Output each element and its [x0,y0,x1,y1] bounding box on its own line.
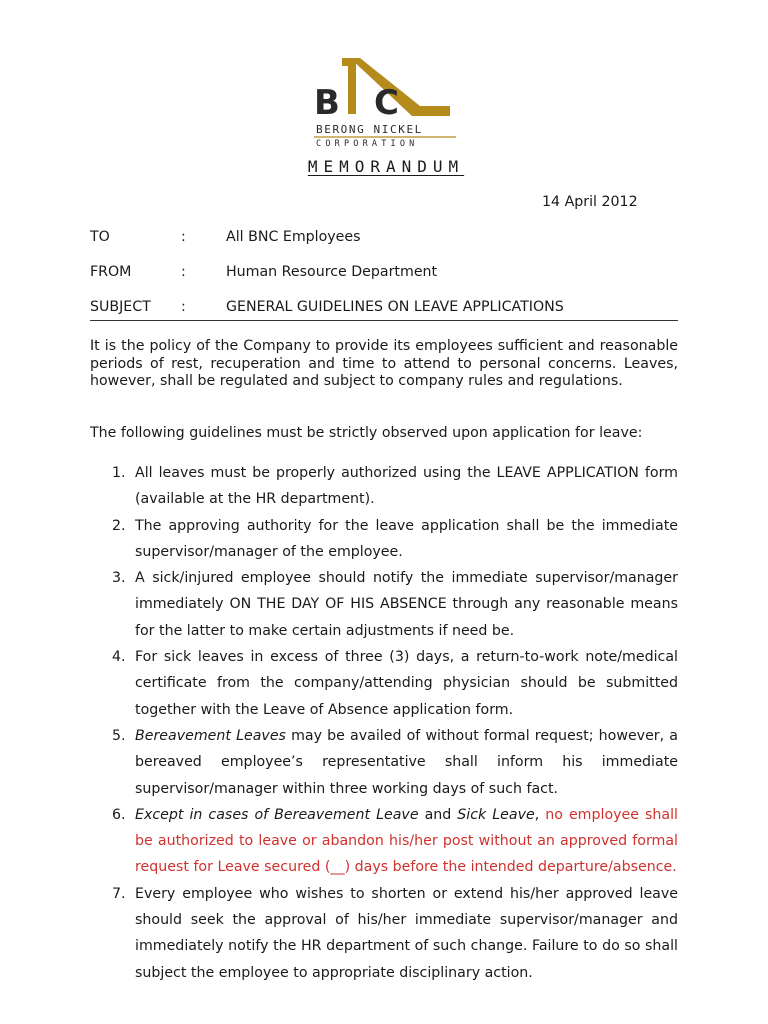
logo-company-line1: BERONG NICKEL [316,123,423,136]
bnc-logo-graphic [312,54,462,150]
item-text: , [534,806,546,823]
to-label: TO [90,229,110,245]
from-value: Human Resource Department [226,264,438,280]
item-emphasis: Bereavement Leaves [135,727,286,744]
item-text: may be availed of without formal request; however, a bereaved employee’s representative shall inform his immediate supervisor/manager within three working days of such fact. [135,727,678,797]
item-number: 4. [112,649,126,666]
item-text: The approving authority for the leave application shall be the immediate supervisor/manager of the employee. [135,517,678,560]
list-item [90,460,678,513]
item-text: A sick/injured employee should notify the immediate supervisor/manager immediately ON THE DAY OF HIS ABSENCE through any reasonable means for the latter to make certain adjustments if need be. [135,570,678,639]
list-item [90,513,678,566]
list-item [90,723,678,802]
header-to [90,229,678,249]
item-text: All leaves must be properly authorized using the LEAVE APPLICATION form (available at the HR department). [135,465,678,508]
item-number: 7. [112,885,126,902]
list-item [90,802,678,881]
bnc-logo [312,54,462,150]
logo-roof-left [342,58,356,114]
item-number: 1. [112,465,126,481]
item-number: 6. [112,806,126,823]
subject-divider [90,320,678,321]
logo-roof-right [350,58,450,116]
header-subject [90,299,678,319]
item-number: 5. [112,727,126,744]
from-colon: : [181,264,186,280]
subject-colon: : [181,299,186,315]
item-number: 3. [112,570,126,587]
guidelines-lead-in: The following guidelines must be strictly observed upon application for leave: [90,425,643,441]
to-value: All BNC Employees [226,229,361,245]
memo-title: MEMORANDUM [307,157,465,176]
guidelines-list [90,460,678,986]
subject-label: SUBJECT [90,299,151,315]
logo-company-line2: CORPORATION [316,139,419,149]
header-from [90,264,678,284]
item-text: and [418,806,458,823]
item-emphasis: Except in cases of Bereavement Leave [135,806,419,823]
subject-value: GENERAL GUIDELINES ON LEAVE APPLICATIONS [226,299,564,315]
item-text: For sick leaves in excess of three (3) days, a return-to-work note/medical certificate from the company/attending physician should be submitted together with the Leave of Absence application form. [135,649,678,718]
to-colon: : [181,229,186,245]
logo-letter-c: C [374,83,399,123]
item-emphasis: Sick Leave [457,806,535,823]
list-item [90,881,678,986]
list-item [90,644,678,723]
memo-date: 14 April 2012 [542,194,638,210]
item-number: 2. [112,517,126,534]
from-label: FROM [90,264,132,280]
item-red-text: no employee shall be authorized to leave or abandon his/her post without an approved formal request for Leave secured (__) days before the intended departure/absence. [135,806,678,876]
logo-letter-b: B [314,83,340,123]
intro-paragraph: It is the policy of the Company to provide its employees sufficient and reasonable periods of rest, recuperation and time to attend to personal concerns. Leaves, however, shall be regulated and subject to company rules and regulations. [90,338,678,389]
list-item [90,565,678,644]
item-text: Every employee who wishes to shorten or extend his/her approved leave should seek the approval of his/her immediate supervisor/manager and immediately notify the HR department of such change. Failure to do so shall subject the employee to appropriate disciplinary action. [135,885,678,981]
